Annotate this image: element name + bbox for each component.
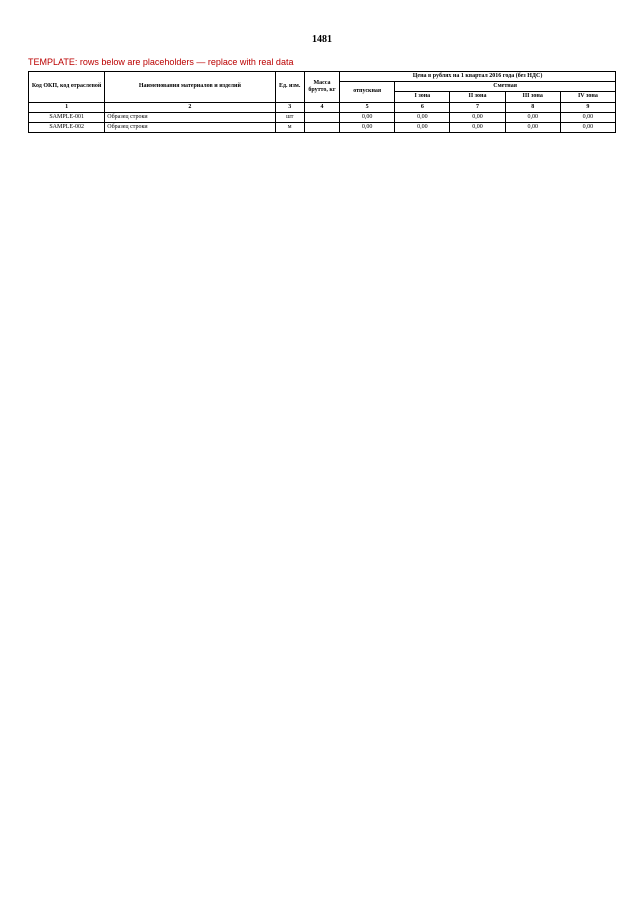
table-row <box>29 122 616 132</box>
row-name: Образец строки <box>105 122 275 132</box>
header-zone-4: IV зона <box>560 92 615 102</box>
row-unit: шт <box>275 112 304 122</box>
row-zone-4-price: 0,00 <box>560 112 615 122</box>
numbering-cell: 8 <box>505 102 560 112</box>
header-zone-2: II зона <box>450 92 505 102</box>
numbering-cell: 6 <box>395 102 450 112</box>
header-unit: Ед. изм. <box>275 72 304 103</box>
row-zone-2-price: 0,00 <box>450 112 505 122</box>
numbering-cell: 3 <box>275 102 304 112</box>
numbering-row <box>29 102 616 112</box>
header-price-group: Цена в рублях на 1 квартал 2016 года (без НДС) <box>340 72 616 82</box>
row-release-price: 0,00 <box>340 122 395 132</box>
row-code: SAMPLE-001 <box>29 112 105 122</box>
table-header <box>29 72 616 113</box>
row-release-price: 0,00 <box>340 112 395 122</box>
row-mass <box>304 122 339 132</box>
row-zone-1-price: 0,00 <box>395 112 450 122</box>
header-zone-1: I зона <box>395 92 450 102</box>
price-table <box>28 71 616 133</box>
sample-note: TEMPLATE: rows below are placeholders — replace with real data <box>28 57 294 67</box>
header-release: отпускная <box>340 82 395 102</box>
header-name: Наименования материалов и изделий <box>105 72 275 103</box>
row-zone-4-price: 0,00 <box>560 122 615 132</box>
numbering-cell: 5 <box>340 102 395 112</box>
table-row <box>29 112 616 122</box>
page-number: 1481 <box>312 34 332 45</box>
table-body <box>29 112 616 132</box>
row-name: Образец строки <box>105 112 275 122</box>
row-mass <box>304 112 339 122</box>
header-estimate-group: Сметная <box>395 82 616 92</box>
numbering-cell: 9 <box>560 102 615 112</box>
row-zone-2-price: 0,00 <box>450 122 505 132</box>
row-code: SAMPLE-002 <box>29 122 105 132</box>
row-unit: м <box>275 122 304 132</box>
row-zone-3-price: 0,00 <box>505 112 560 122</box>
row-zone-1-price: 0,00 <box>395 122 450 132</box>
numbering-cell: 4 <box>304 102 339 112</box>
row-zone-3-price: 0,00 <box>505 122 560 132</box>
numbering-cell: 1 <box>29 102 105 112</box>
header-code: Код ОКП, код отраслевой <box>29 72 105 103</box>
numbering-cell: 7 <box>450 102 505 112</box>
header-mass: Масса брутто, кг <box>304 72 339 103</box>
numbering-cell: 2 <box>105 102 275 112</box>
header-zone-3: III зона <box>505 92 560 102</box>
